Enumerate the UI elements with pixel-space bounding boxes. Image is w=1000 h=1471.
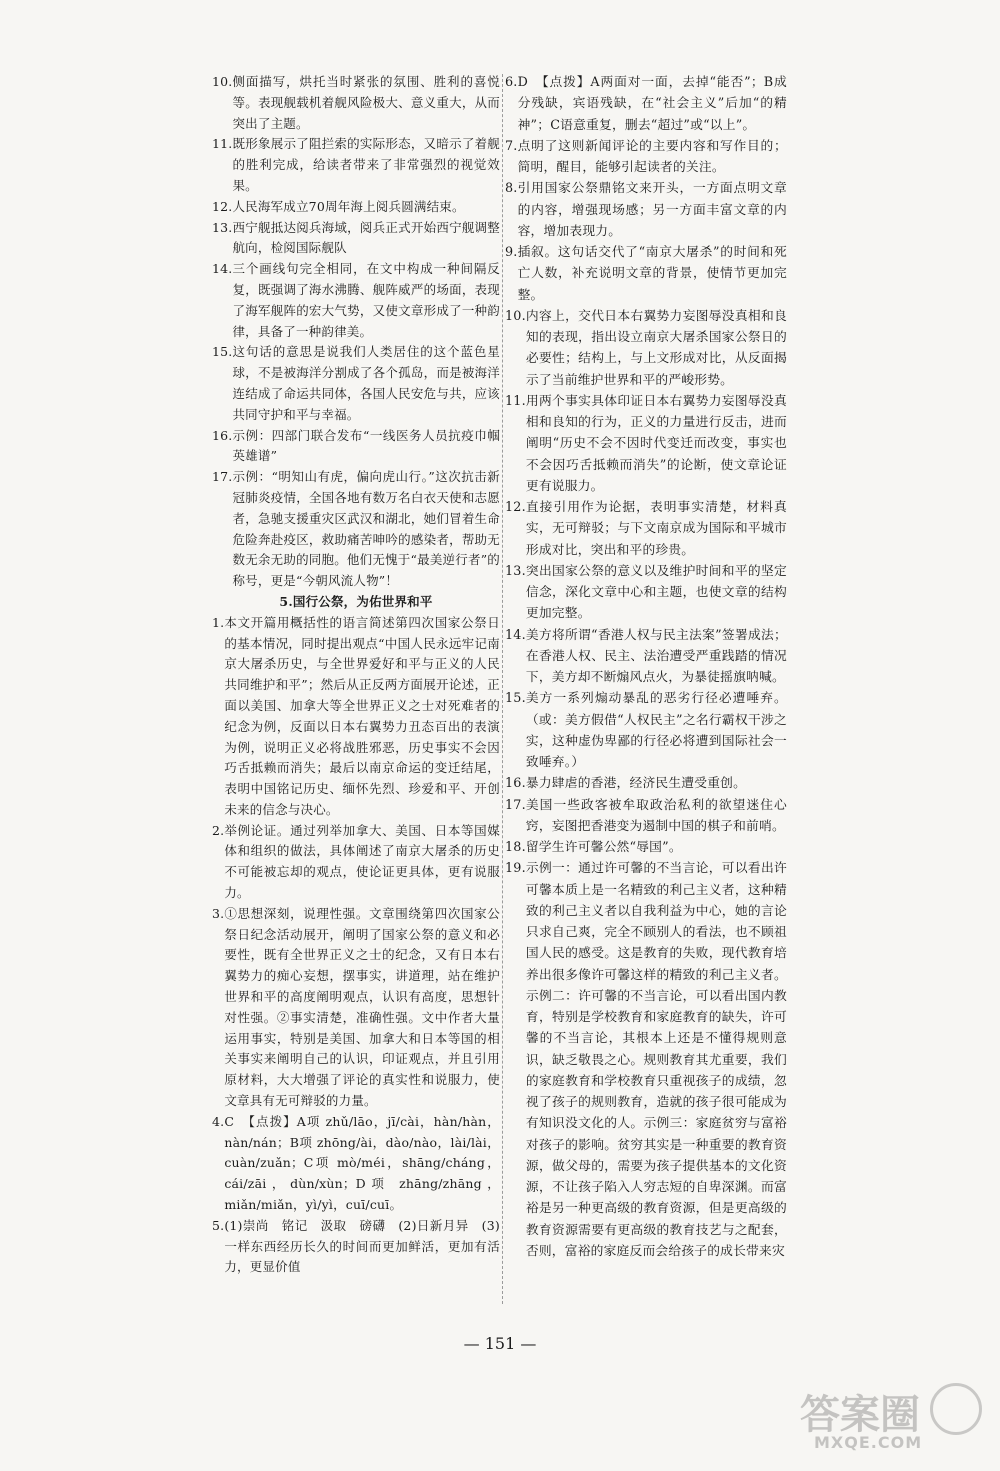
answer-item bbox=[505, 773, 787, 794]
answer-number: 9. bbox=[505, 245, 518, 260]
answer-text: 引用国家公祭鼎铭文来开头，一方面点明文章的内容，增强现场感；另一方面丰富文章的内容，增加表现力。 bbox=[517, 181, 787, 239]
answer-text: ①思想深刻，说理性强。文章围绕第四次国家公祭日纪念活动展开，阐明了国家公祭的意义和必要性，既有全世界正义之士的纪念，又有日本右翼势力的痴心妄想，摆事实，讲道理，站在维护世界和平的高度阐明观点，认识有高度，思想针对性强。②事实清楚，准确性强。文中作者大量运用事实，特别是美国、加拿大和日本等国的相关事实来阐明自己的认识，印证观点，并且引用原材料，大大增强了评论的真实性和说服力，使文章具有无可辩驳的力量。 bbox=[224, 905, 500, 1109]
answer-text: C 【点拨】A项 zhǔ/lāo，jī/cài，hàn/hàn，nàn/nán；B项 zhōng/ài，dào/nào，lài/lài，cuàn/zuǎn；C项 mò/méi，shāng/cháng，cái/zāi，dùn/xùn；D项 zhāng/zhāng，miǎn/miǎn，yì/yì，cuī/cuī。 bbox=[224, 1113, 500, 1213]
answer-item bbox=[505, 178, 787, 242]
answer-text: 侧面描写，烘托当时紧张的氛围、胜利的喜悦等。表现舰载机着舰风险极大、意义重大，从而突出了主题。 bbox=[232, 74, 500, 131]
watermark-circle-icon bbox=[930, 1383, 982, 1435]
answer-item bbox=[505, 497, 787, 561]
answer-text: 示例：四部门联合发布“一线医务人员抗疫巾帼英雄谱” bbox=[232, 427, 500, 464]
answer-number: 18. bbox=[505, 840, 526, 855]
section-answer-list bbox=[212, 613, 500, 1279]
answer-text: 人民海军成立70周年海上阅兵圆满结束。 bbox=[232, 198, 465, 214]
answer-number: 14. bbox=[212, 261, 233, 277]
answer-item bbox=[212, 467, 500, 592]
answer-text: 美国一些政客被牟取政治私利的欲望迷住心窍，妄图把香港变为遏制中国的棋子和前哨。 bbox=[525, 797, 787, 834]
answer-text: 留学生许可馨公然“辱国”。 bbox=[525, 840, 682, 855]
answer-number: 12. bbox=[212, 198, 233, 214]
answer-text: 内容上，交代日本右翼势力妄图辱没真相和良知的表现，指出设立南京大屠杀国家公祭日的必要性；结构上，与上文形成对比，从反面揭示了当前维护世界和平的严峻形势。 bbox=[525, 308, 787, 388]
answer-text: 点明了这则新闻评论的主要内容和写作目的；简明，醒目，能够引起读者的关注。 bbox=[517, 138, 787, 175]
page-number: — 151 — bbox=[463, 1334, 537, 1353]
answer-number: 19. bbox=[505, 861, 526, 877]
answer-number: 4. bbox=[212, 1113, 225, 1129]
answer-text: 示例：“明知山有虎，偏向虎山行。”这次抗击新冠肺炎疫情，全国各地有数万名白衣天使和志愿者，急驰支援重灾区武汉和湖北，她们冒着生命危险奔赴疫区，救助痛苦呻吟的感染者，帮助无数无余无助的同胞。他们无愧于“最美逆行者”的称号，更是“今朝风流人物”！ bbox=[232, 469, 500, 589]
answer-text: 插叙。这句话交代了“南京大屠杀”的时间和死亡人数，补充说明文章的背景，使情节更加完整。 bbox=[517, 245, 787, 303]
answer-number: 12. bbox=[505, 500, 526, 515]
answer-text: 既形象展示了阻拦索的实际形态，又暗示了着舰的胜利完成，给读者带来了非常强烈的视觉效果。 bbox=[232, 136, 500, 193]
answer-text: D 【点拨】A两面对一面，去掉“能否”；B成分残缺，宾语残缺，在“社会主义”后加“的精神”；C语意重复，删去“超过”或“以上”。 bbox=[517, 75, 787, 133]
answer-item bbox=[505, 561, 787, 625]
answer-number: 11. bbox=[505, 393, 526, 409]
answer-item bbox=[212, 1112, 500, 1216]
answer-text: 突出国家公祭的意义以及维护时间和平的坚定信念，深化文章中心和主题，也使文章的结构更加完整。 bbox=[525, 563, 787, 622]
answer-item bbox=[505, 72, 787, 136]
answer-item bbox=[212, 426, 500, 468]
answer-item bbox=[212, 821, 500, 904]
answer-number: 17. bbox=[212, 469, 233, 485]
answer-text: 举例论证。通过列举加拿大、美国、日本等国媒体和组织的做法，具体阐述了南京大屠杀的历史不可能被忘却的观点，使论证更具体，更有说服力。 bbox=[224, 822, 500, 901]
answer-text: 美方一系列煽动暴乱的恶劣行径必遭唾弃。（或：美方假借“人权民主”之名行霸权干涉之实，这种虚伪卑鄙的行径必将遭到国际社会一致唾弃。） bbox=[525, 691, 787, 770]
answer-number: 13. bbox=[505, 563, 526, 579]
answer-item bbox=[212, 134, 500, 196]
answer-item bbox=[212, 259, 500, 342]
answer-item bbox=[212, 342, 500, 425]
answer-number: 16. bbox=[505, 776, 526, 792]
site-watermark bbox=[796, 1381, 986, 1459]
answer-number: 10. bbox=[212, 74, 233, 89]
answer-number: 16. bbox=[212, 427, 233, 443]
answer-item bbox=[212, 904, 500, 1112]
right-answer-list bbox=[505, 72, 787, 1262]
answer-number: 7. bbox=[505, 138, 518, 154]
answer-item bbox=[505, 858, 787, 1262]
answer-text: 用两个事实具体印证日本右翼势力妄图辱没真相和良知的行为，正义的力量进行反击，进而阐明“历史不会不因时代变迁而改变，事实也不会因巧舌抵赖而消失”的论断，使文章论证更有说服力。 bbox=[525, 393, 787, 494]
answer-number: 13. bbox=[212, 219, 233, 235]
answer-item bbox=[212, 197, 500, 218]
column-divider bbox=[502, 74, 503, 1304]
answer-number: 2. bbox=[212, 822, 225, 838]
answer-number: 17. bbox=[505, 797, 526, 813]
answer-text: 三个画线句完全相同，在文中构成一种间隔反复，既强调了海水沸腾、舰阵威严的场面，表现了海军舰阵的宏大气势，又使文章形成了一种韵律，具备了一种韵律美。 bbox=[232, 261, 500, 339]
answer-item bbox=[212, 72, 500, 134]
answer-number: 1. bbox=[212, 614, 225, 630]
answer-text: 示例一：通过许可馨的不当言论，可以看出许可馨本质上是一名精致的利己主义者，这种精致的利己主义者以自我利益为中心，她的言论只求自己爽，完全不顾别人的看法，也不顾祖国人民的感受。这是教育的失败，现代教育培养出很多像许可馨这样的精致的利己主义者。示例二：许可馨的不当言论，可以看出国内教育，特别是学校教育和家庭教育的缺失，许可馨的不当言论，其根本上还是不懂得规则意识，缺乏敬畏之心。规则教育其尤重要，我们的家庭教育和学校教育只重视孩子的成绩，忽视了孩子的规则教育，造就的孩子很可能成为有知识没文化的人。示例三：家庭贫穷与富裕对孩子的影响。贫穷其实是一种重要的教育资源，做父母的，需要为孩子提供基本的文化资源，不让孩子陷入人穷志短的自卑深渊。而富裕是另一种更高级的教育资源，但是更高级的教育资源需要有更高级的教育技艺与之配套，否则，富裕的家庭反而会给孩子的成长带来灾 bbox=[525, 861, 787, 1259]
answer-item bbox=[505, 391, 787, 497]
answer-text: 暴力肆虐的香港，经济民生遭受重创。 bbox=[525, 776, 747, 792]
answer-item bbox=[505, 306, 787, 391]
answer-number: 8. bbox=[505, 181, 518, 197]
answer-number: 11. bbox=[212, 136, 233, 152]
answer-number: 3. bbox=[212, 905, 225, 921]
answer-text: 西宁舰抵达阅兵海域，阅兵正式开始西宁舰调整航向，检阅国际舰队 bbox=[232, 219, 500, 256]
answer-text: (1)崇尚 铭记 汲取 磅礴 (2)日新月异 (3)一样东西经历长久的时间而更加鲜活，更加有活力，更显价值 bbox=[224, 1217, 500, 1275]
right-column bbox=[505, 72, 787, 1262]
answer-item bbox=[212, 1216, 500, 1278]
answer-item bbox=[505, 688, 787, 773]
answer-number: 14. bbox=[505, 627, 526, 643]
section-title: 5.国行公祭，为佑世界和平 bbox=[279, 593, 433, 609]
answer-item bbox=[505, 837, 787, 858]
answer-item bbox=[212, 218, 500, 260]
answer-text: 本文开篇用概括性的语言简述第四次国家公祭日的基本情况，同时提出观点“中国人民永远牢记南京大屠杀历史，与全世界爱好和平与正义的人民共同维护和平”；然后从正反两方面展开论述，正面以美国、加拿大等全世界正义之士对死难者的纪念为例，反面以日本右翼势力丑态百出的表演为例，说明正义必将战胜邪恶，历史事实不会因巧舌抵赖而消失；最后以南京命运的变迁结尾，表明中国铭记历史、缅怀先烈、珍爱和平、开创未来的信念与决心。 bbox=[224, 614, 500, 817]
watermark-logo-text: 答案圈 bbox=[800, 1392, 920, 1438]
answer-item bbox=[212, 613, 500, 821]
answer-text: 这句话的意思是说我们人类居住的这个蓝色星球，不是被海洋分割成了各个孤岛，而是被海洋连结成了命运共同体，各国人民安危与共，应该共同守护和平与幸福。 bbox=[232, 344, 500, 422]
answer-item bbox=[505, 242, 787, 306]
answer-number: 15. bbox=[212, 344, 233, 360]
answer-number: 10. bbox=[505, 308, 526, 324]
answer-item bbox=[505, 795, 787, 838]
watermark-url: MXQE.COM bbox=[814, 1433, 923, 1452]
answer-item bbox=[505, 625, 787, 689]
left-answer-list bbox=[212, 72, 500, 592]
answer-number: 5. bbox=[212, 1217, 225, 1233]
left-column bbox=[212, 72, 500, 1278]
answer-text: 美方将所谓“香港人权与民主法案”签署成法；在香港人权、民主、法治遭受严重践踏的情况下，美方却不断煽风点火，为暴徒摇旗呐喊。 bbox=[525, 627, 787, 685]
answer-item bbox=[505, 136, 787, 179]
answer-text: 直接引用作为论据，表明事实清楚，材料真实，无可辩驳；与下文南京成为国际和平城市形成对比，突出和平的珍贵。 bbox=[525, 500, 787, 558]
answer-number: 15. bbox=[505, 691, 526, 707]
answer-number: 6. bbox=[505, 75, 518, 90]
